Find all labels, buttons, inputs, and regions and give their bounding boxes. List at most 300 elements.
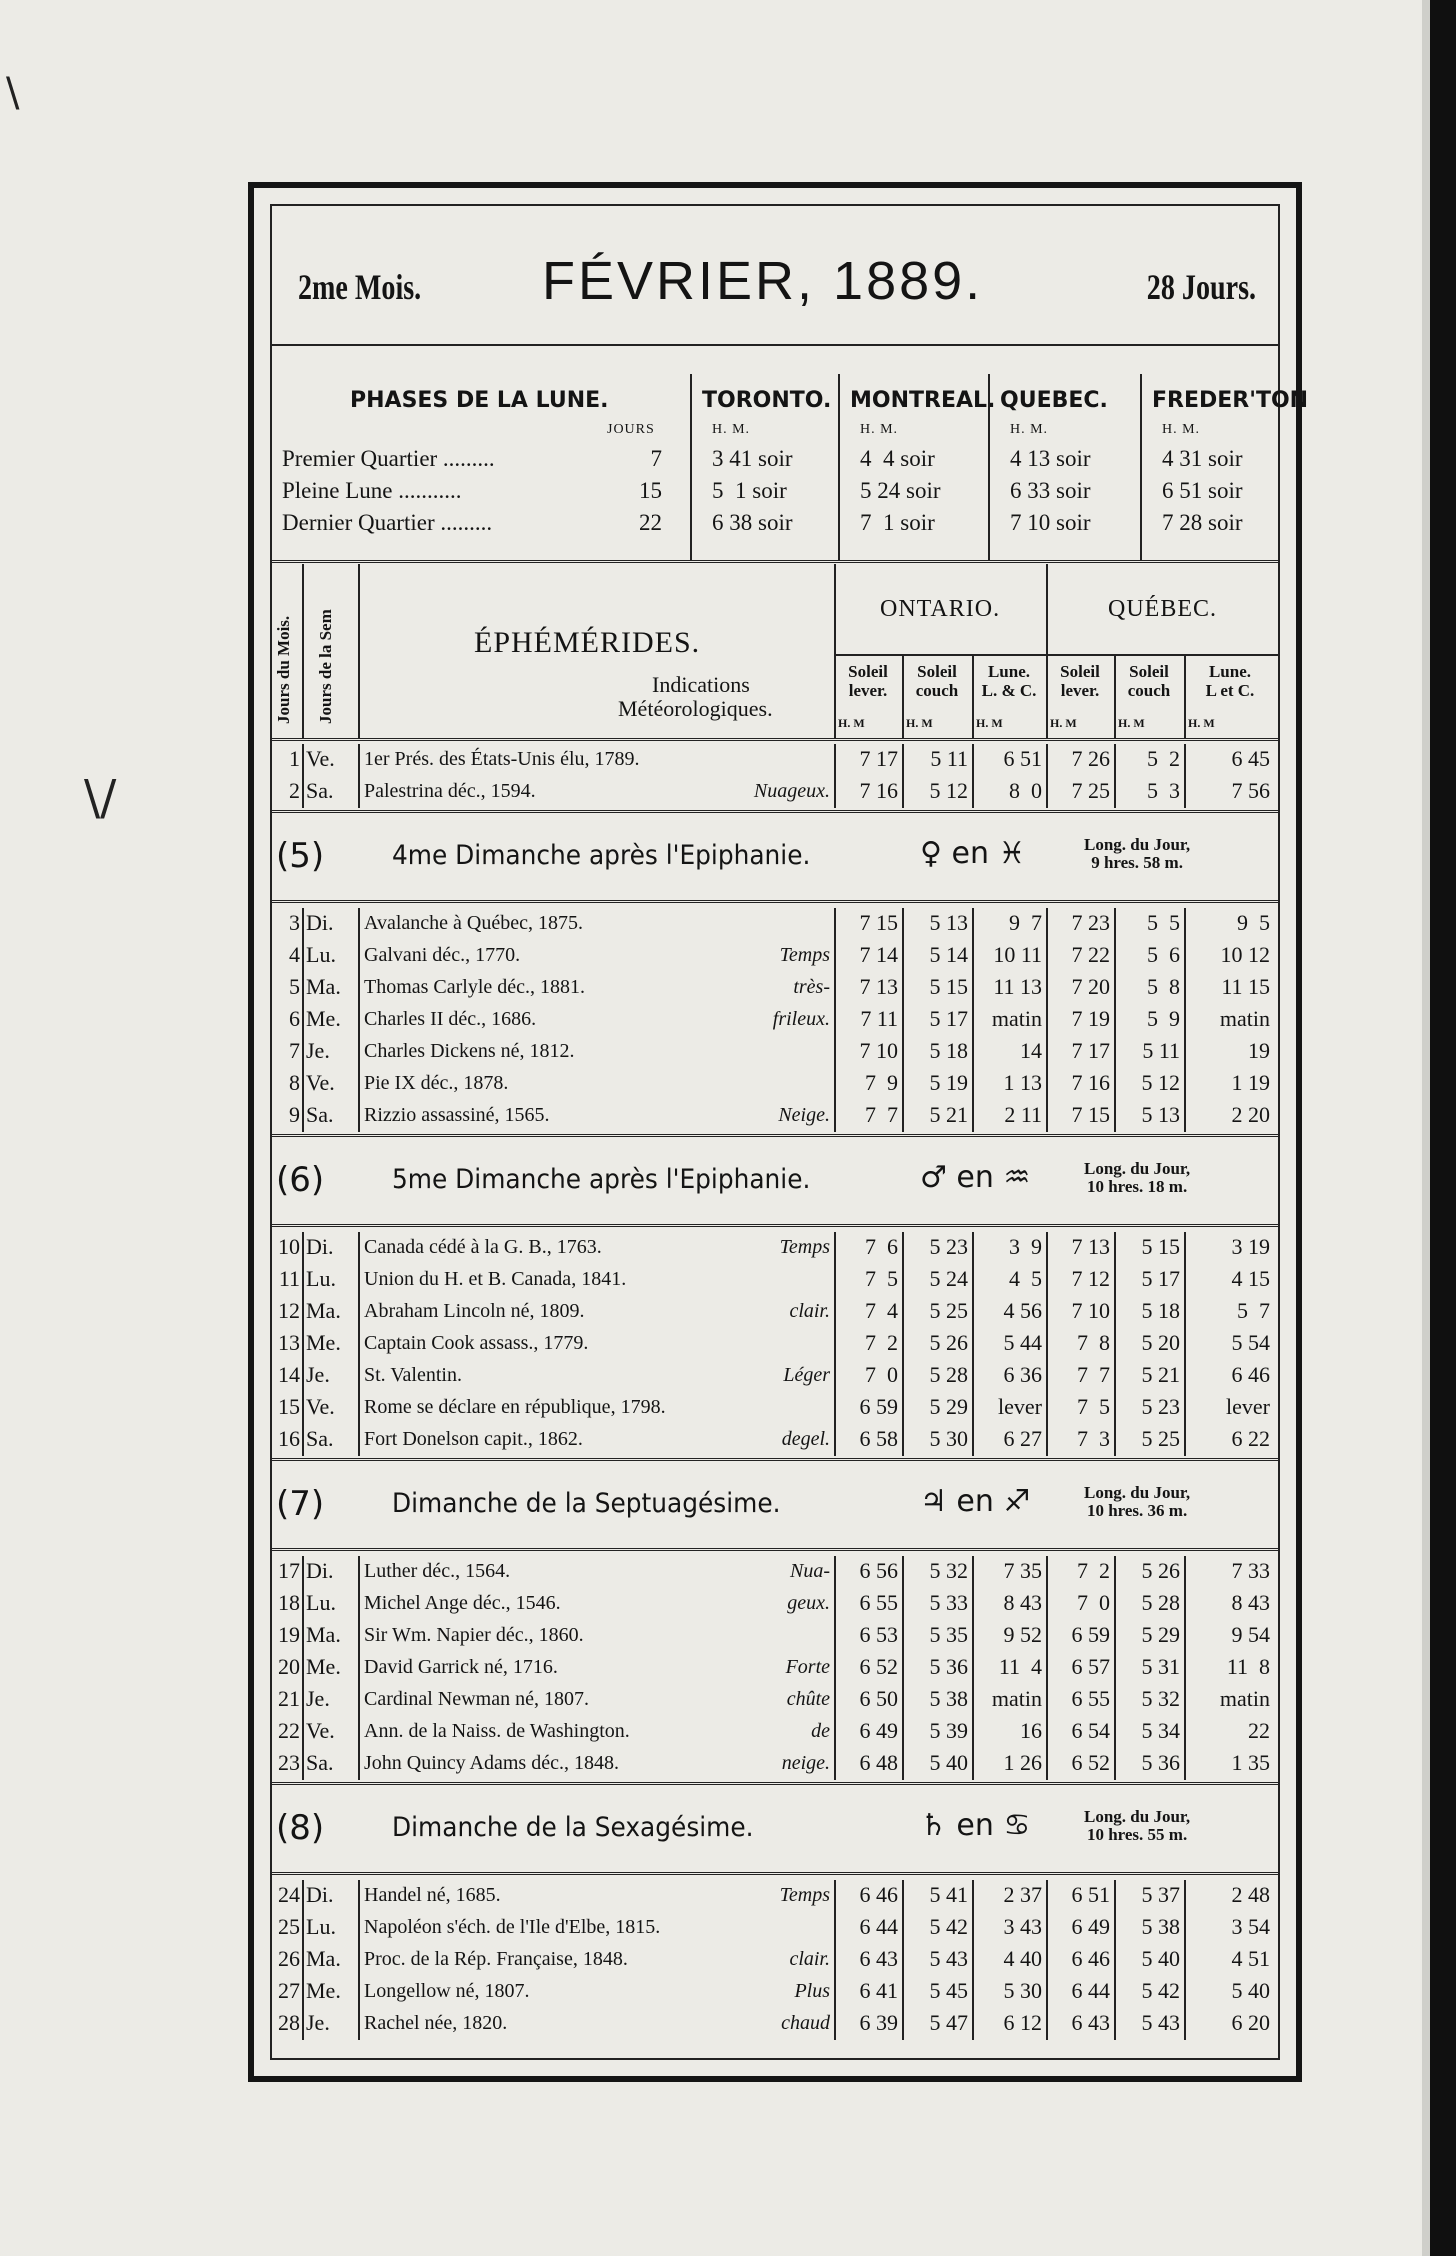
column-divider xyxy=(358,744,360,808)
ephemeris: Galvani déc., 1770. xyxy=(364,944,521,966)
sub-column-heading: Soleil lever. xyxy=(848,662,888,700)
time-cell: 8 43 xyxy=(1003,1590,1042,1615)
time-cell: 6 46 xyxy=(1231,1362,1270,1387)
ephemerides-heading: ÉPHÉMÉRIDES. xyxy=(474,626,701,659)
day-of-week: Sa. xyxy=(306,1426,334,1451)
ephemeris: Palestrina déc., 1594. xyxy=(364,780,536,802)
table-row xyxy=(272,1360,1278,1392)
meteo-label: Météorologiques. xyxy=(618,696,773,721)
ephemeris: Longellow né, 1807. xyxy=(364,1980,530,2002)
time-cell: 9 7 xyxy=(1009,910,1042,935)
time-cell: 7 14 xyxy=(859,942,898,967)
time-cell: 5 41 xyxy=(929,1882,968,1907)
quebec-heading: QUÉBEC. xyxy=(1108,596,1217,622)
time-cell: 6 49 xyxy=(1071,1914,1110,1939)
time-cell: 5 42 xyxy=(929,1914,968,1939)
time-cell: 5 44 xyxy=(1003,1330,1042,1355)
ephemeris: Handel né, 1685. xyxy=(364,1884,501,1906)
planet-sign: ♀ en ♓ xyxy=(920,836,1026,871)
phases-heading: PHASES DE LA LUNE. xyxy=(350,388,609,413)
time-cell: 5 24 xyxy=(929,1266,968,1291)
day-of-month: 7 xyxy=(289,1038,300,1063)
day-of-week: Sa. xyxy=(306,778,334,803)
table-row xyxy=(272,1068,1278,1100)
ephemeris: John Quincy Adams déc., 1848. xyxy=(364,1752,619,1774)
day-of-week: Je. xyxy=(306,1362,330,1387)
ephemeris: Rome se déclare en république, 1798. xyxy=(364,1396,666,1418)
day-of-month: 5 xyxy=(289,974,300,999)
ephemeris: Thomas Carlyle déc., 1881. xyxy=(364,976,586,998)
phase-time: 6 51 soir xyxy=(1162,478,1243,503)
time-cell: 7 3 xyxy=(1077,1426,1110,1451)
table-row xyxy=(272,1232,1278,1264)
divider xyxy=(834,654,1278,656)
planet-sign: ♄ en ♋ xyxy=(920,1808,1031,1843)
time-cell: 5 9 xyxy=(1147,1006,1180,1031)
column-divider xyxy=(834,908,836,1132)
weather: Nua- xyxy=(790,1560,830,1582)
table-row xyxy=(272,1036,1278,1068)
week-band xyxy=(272,1462,1278,1552)
time-cell: 5 13 xyxy=(929,910,968,935)
jours-label: JOURS xyxy=(607,422,655,437)
time-cell: 7 20 xyxy=(1071,974,1110,999)
column-divider xyxy=(972,744,974,808)
time-cell: 5 21 xyxy=(929,1102,968,1127)
column-divider xyxy=(358,908,360,1132)
weather: très- xyxy=(793,976,830,998)
divider xyxy=(272,1872,1278,1878)
divider xyxy=(272,1134,1278,1140)
time-cell: 7 12 xyxy=(1071,1266,1110,1291)
day-of-week: Je. xyxy=(306,1038,330,1063)
divider xyxy=(272,1458,1278,1464)
time-cell: 5 12 xyxy=(1141,1070,1180,1095)
weather: Temps xyxy=(779,1236,830,1258)
time-cell: 5 43 xyxy=(929,1946,968,1971)
table-row xyxy=(272,1716,1278,1748)
time-cell: 5 26 xyxy=(929,1330,968,1355)
column-divider xyxy=(834,1880,836,2040)
time-cell: 16 xyxy=(1020,1718,1042,1743)
time-cell: 5 7 xyxy=(1237,1298,1270,1323)
column-divider xyxy=(1184,908,1186,1132)
day-of-month: 20 xyxy=(278,1654,300,1679)
time-cell: 5 28 xyxy=(1141,1590,1180,1615)
time-cell: 7 5 xyxy=(865,1266,898,1291)
table-row xyxy=(272,1328,1278,1360)
phase-time: 3 41 soir xyxy=(712,446,793,471)
week-band xyxy=(272,814,1278,904)
time-cell: 7 56 xyxy=(1231,778,1270,803)
divider xyxy=(272,1548,1278,1554)
ephemeris: Cardinal Newman né, 1807. xyxy=(364,1688,589,1710)
day-of-week: Lu. xyxy=(306,1914,336,1939)
time-cell: 6 54 xyxy=(1071,1718,1110,1743)
ephemeris: Ann. de la Naiss. de Washington. xyxy=(364,1720,630,1742)
time-cell: 7 2 xyxy=(865,1330,898,1355)
col-jours-sem: Jours de la Sem xyxy=(316,609,335,724)
column-divider xyxy=(302,744,304,808)
time-cell: 5 30 xyxy=(1003,1978,1042,2003)
table-row xyxy=(272,1296,1278,1328)
table-row xyxy=(272,1912,1278,1944)
phase-day: 22 xyxy=(639,510,662,535)
day-of-month: 17 xyxy=(278,1558,300,1583)
day-length-label: Long. du Jour, xyxy=(1084,1807,1191,1826)
margin-mark: \ xyxy=(6,70,20,116)
table-row xyxy=(272,1944,1278,1976)
page-title: FÉVRIER, 1889. xyxy=(542,251,984,311)
weather: clair. xyxy=(789,1948,830,1970)
time-cell: 6 51 xyxy=(1071,1882,1110,1907)
time-cell: 7 2 xyxy=(1077,1558,1110,1583)
time-cell: lever xyxy=(998,1394,1042,1419)
time-cell: 7 15 xyxy=(859,910,898,935)
day-of-week: Di. xyxy=(306,1234,334,1259)
phase-day: 7 xyxy=(650,446,662,471)
column-divider xyxy=(1114,908,1116,1132)
time-cell: 6 53 xyxy=(859,1622,898,1647)
time-cell: 5 29 xyxy=(929,1394,968,1419)
divider xyxy=(272,810,1278,816)
time-cell: 7 13 xyxy=(1071,1234,1110,1259)
day-of-month: 11 xyxy=(278,1266,300,1291)
day-length-value: 10 hres. 55 m. xyxy=(1086,1825,1188,1844)
time-cell: 5 20 xyxy=(1141,1330,1180,1355)
ephemeris: Union du H. et B. Canada, 1841. xyxy=(364,1268,627,1290)
weather: degel. xyxy=(781,1428,830,1450)
time-cell: 5 15 xyxy=(1141,1234,1180,1259)
time-cell: 7 0 xyxy=(1077,1590,1110,1615)
column-divider xyxy=(972,1880,974,2040)
table-row xyxy=(272,2008,1278,2040)
day-length xyxy=(1084,1484,1190,1520)
indications-label: Indications xyxy=(652,672,750,697)
ephemeris: Napoléon s'éch. de l'Ile d'Elbe, 1815. xyxy=(364,1916,661,1938)
time-cell: 2 11 xyxy=(1004,1102,1042,1127)
time-cell: 2 20 xyxy=(1231,1102,1270,1127)
time-cell: 6 22 xyxy=(1231,1426,1270,1451)
column-divider xyxy=(302,564,304,738)
time-cell: 7 19 xyxy=(1071,1006,1110,1031)
time-cell: 5 11 xyxy=(1142,1038,1180,1063)
sub-column-heading: Lune. L. & C. xyxy=(981,662,1037,700)
sunday-name: Dimanche de la Septuagésime. xyxy=(392,1488,781,1519)
time-cell: 6 36 xyxy=(1003,1362,1042,1387)
time-cell: 6 55 xyxy=(1071,1686,1110,1711)
sub-column-heading: Soleil couch xyxy=(915,662,959,700)
day-of-week: Ma. xyxy=(306,1946,341,1971)
city-heading: TORONTO. xyxy=(702,388,832,413)
day-of-month: 10 xyxy=(278,1234,300,1259)
ephemeris: Charles II déc., 1686. xyxy=(364,1008,537,1030)
time-cell: 7 22 xyxy=(1071,942,1110,967)
phase-time: 4 31 soir xyxy=(1162,446,1243,471)
time-cell: 5 30 xyxy=(929,1426,968,1451)
time-cell: 11 13 xyxy=(993,974,1042,999)
page-shadow xyxy=(1422,0,1430,2256)
time-cell: 6 45 xyxy=(1231,746,1270,771)
planet-sign: ♂ en ♒ xyxy=(920,1160,1031,1195)
table-row xyxy=(272,744,1278,776)
time-cell: 7 0 xyxy=(865,1362,898,1387)
time-cell: matin xyxy=(991,1006,1042,1031)
time-cell: 5 25 xyxy=(929,1298,968,1323)
time-cell: 7 4 xyxy=(865,1298,898,1323)
time-cell: 11 4 xyxy=(998,1654,1042,1679)
time-cell: 7 10 xyxy=(1071,1298,1110,1323)
time-cell: 6 48 xyxy=(859,1750,898,1775)
days-count: 28 Jours. xyxy=(1146,267,1256,307)
column-divider xyxy=(834,744,836,808)
time-cell: 5 15 xyxy=(929,974,968,999)
time-cell: 5 25 xyxy=(1141,1426,1180,1451)
day-of-month: 12 xyxy=(278,1298,300,1323)
table-row xyxy=(272,1392,1278,1424)
column-divider xyxy=(302,908,304,1132)
day-of-week: Me. xyxy=(306,1330,341,1355)
time-cell: 7 26 xyxy=(1071,746,1110,771)
time-cell: 5 42 xyxy=(1141,1978,1180,2003)
time-cell: 5 6 xyxy=(1147,942,1180,967)
time-cell: matin xyxy=(991,1686,1042,1711)
time-cell: 7 8 xyxy=(1077,1330,1110,1355)
time-cell: 6 44 xyxy=(859,1914,898,1939)
time-cell: matin xyxy=(1219,1006,1270,1031)
time-cell: 5 18 xyxy=(929,1038,968,1063)
week-number: (6) xyxy=(276,1160,325,1200)
time-cell: 5 40 xyxy=(1231,1978,1270,2003)
ephemeris: Michel Ange déc., 1546. xyxy=(364,1592,561,1614)
day-of-week: Ve. xyxy=(306,1070,335,1095)
hm-label: H. M. xyxy=(860,422,899,437)
table-row xyxy=(272,1556,1278,1588)
time-cell: 5 40 xyxy=(929,1750,968,1775)
table-row xyxy=(272,776,1278,808)
time-cell: 6 46 xyxy=(1071,1946,1110,1971)
time-cell: 7 10 xyxy=(859,1038,898,1063)
city-heading: FREDER'TON xyxy=(1152,388,1309,413)
time-cell: 5 17 xyxy=(929,1006,968,1031)
day-of-week: Me. xyxy=(306,1654,341,1679)
day-of-week: Sa. xyxy=(306,1750,334,1775)
time-cell: 2 48 xyxy=(1231,1882,1270,1907)
day-of-month: 28 xyxy=(278,2010,300,2035)
time-cell: 6 52 xyxy=(859,1654,898,1679)
weather: frileux. xyxy=(772,1008,830,1030)
week-band xyxy=(272,1138,1278,1228)
calendar-inner xyxy=(270,204,1309,2060)
table-row xyxy=(272,940,1278,972)
day-of-week: Sa. xyxy=(306,1102,334,1127)
column-divider xyxy=(358,1556,360,1780)
time-cell: 5 12 xyxy=(929,778,968,803)
time-cell: 6 20 xyxy=(1231,2010,1270,2035)
time-cell: 5 11 xyxy=(930,746,968,771)
day-of-week: Di. xyxy=(306,1882,334,1907)
time-cell: 7 9 xyxy=(865,1070,898,1095)
day-of-month: 14 xyxy=(278,1362,300,1387)
time-cell: 6 59 xyxy=(1071,1622,1110,1647)
column-divider xyxy=(972,908,974,1132)
weather: de xyxy=(811,1720,830,1742)
page-edge xyxy=(1430,0,1456,2256)
time-cell: 6 51 xyxy=(1003,746,1042,771)
time-cell: 5 21 xyxy=(1141,1362,1180,1387)
time-cell: 5 38 xyxy=(1141,1914,1180,1939)
time-cell: 6 57 xyxy=(1071,1654,1110,1679)
time-cell: 7 5 xyxy=(1077,1394,1110,1419)
time-cell: 5 43 xyxy=(1141,2010,1180,2035)
table-row xyxy=(272,1976,1278,2008)
time-cell: 9 54 xyxy=(1231,1622,1270,1647)
column-divider xyxy=(902,744,904,808)
time-cell: 9 5 xyxy=(1237,910,1270,935)
time-cell: 4 56 xyxy=(1003,1298,1042,1323)
day-of-month: 23 xyxy=(278,1750,300,1775)
time-cell: 3 9 xyxy=(1009,1234,1042,1259)
column-divider xyxy=(972,1232,974,1456)
time-cell: 5 36 xyxy=(1141,1750,1180,1775)
time-cell: 5 5 xyxy=(1147,910,1180,935)
week-number: (5) xyxy=(276,836,325,876)
day-length-value: 10 hres. 36 m. xyxy=(1086,1501,1188,1520)
column-divider xyxy=(902,1880,904,2040)
day-of-month: 24 xyxy=(278,1882,300,1907)
day-length-label: Long. du Jour, xyxy=(1084,1159,1191,1178)
time-cell: 6 39 xyxy=(859,2010,898,2035)
time-cell: 5 32 xyxy=(1141,1686,1180,1711)
day-of-month: 16 xyxy=(278,1426,300,1451)
column-divider xyxy=(902,1556,904,1780)
time-cell: 7 7 xyxy=(865,1102,898,1127)
time-cell: 1 26 xyxy=(1003,1750,1042,1775)
phase-day: 15 xyxy=(639,478,662,503)
day-length-value: 9 hres. 58 m. xyxy=(1091,853,1183,872)
time-cell: 6 52 xyxy=(1071,1750,1110,1775)
time-cell: 5 37 xyxy=(1141,1882,1180,1907)
weather: Neige. xyxy=(778,1104,830,1126)
time-cell: 4 51 xyxy=(1231,1946,1270,1971)
phase-time: 4 4 soir xyxy=(860,446,935,471)
time-cell: 7 11 xyxy=(860,1006,898,1031)
time-cell: 5 8 xyxy=(1147,974,1180,999)
week-number: (8) xyxy=(276,1808,325,1848)
table-row xyxy=(272,1264,1278,1296)
day-of-month: 13 xyxy=(278,1330,300,1355)
time-cell: 5 34 xyxy=(1141,1718,1180,1743)
hm-label: H. M. xyxy=(712,422,751,437)
column-divider xyxy=(302,1232,304,1456)
phase-time: 6 33 soir xyxy=(1010,478,1091,503)
time-cell: 5 38 xyxy=(929,1686,968,1711)
column-divider xyxy=(358,1232,360,1456)
day-of-month: 25 xyxy=(278,1914,300,1939)
day-of-month: 2 xyxy=(289,778,300,803)
day-of-week: Ma. xyxy=(306,1298,341,1323)
time-cell: 7 17 xyxy=(859,746,898,771)
day-of-week: Lu. xyxy=(306,1266,336,1291)
ephemeris: St. Valentin. xyxy=(364,1364,462,1386)
phase-time: 5 24 soir xyxy=(860,478,941,503)
day-of-week: Ma. xyxy=(306,1622,341,1647)
time-cell: 6 55 xyxy=(859,1590,898,1615)
column-divider xyxy=(1184,1232,1186,1456)
time-cell: 5 17 xyxy=(1141,1266,1180,1291)
column-divider xyxy=(1046,1880,1048,2040)
day-of-month: 9 xyxy=(289,1102,300,1127)
time-cell: 4 15 xyxy=(1231,1266,1270,1291)
ephemeris: Canada cédé à la G. B., 1763. xyxy=(364,1236,602,1258)
column-divider xyxy=(902,1232,904,1456)
column-divider xyxy=(1046,744,1048,808)
day-of-month: 6 xyxy=(289,1006,300,1031)
time-cell: 5 13 xyxy=(1141,1102,1180,1127)
time-cell: 1 35 xyxy=(1231,1750,1270,1775)
time-cell: 5 2 xyxy=(1147,746,1180,771)
time-cell: 5 31 xyxy=(1141,1654,1180,1679)
divider xyxy=(272,344,1278,346)
sunday-name: 5me Dimanche après l'Epiphanie. xyxy=(392,1164,811,1195)
day-of-month: 18 xyxy=(278,1590,300,1615)
calendar-frame xyxy=(248,182,1309,2082)
time-cell: 6 56 xyxy=(859,1558,898,1583)
time-cell: 5 33 xyxy=(929,1590,968,1615)
hm-label: H. M xyxy=(1188,716,1215,730)
time-cell: 7 7 xyxy=(1077,1362,1110,1387)
time-cell: 1 13 xyxy=(1003,1070,1042,1095)
time-cell: 3 19 xyxy=(1231,1234,1270,1259)
time-cell: 6 12 xyxy=(1003,2010,1042,2035)
time-cell: 14 xyxy=(1020,1038,1042,1063)
sub-column-heading: Soleil couch xyxy=(1127,662,1171,700)
time-cell: 8 0 xyxy=(1009,778,1042,803)
day-of-week: Lu. xyxy=(306,942,336,967)
ephemeris: David Garrick né, 1716. xyxy=(364,1656,558,1678)
time-cell: 7 25 xyxy=(1071,778,1110,803)
day-of-week: Ve. xyxy=(306,1394,335,1419)
column-divider xyxy=(972,1556,974,1780)
city-heading: QUEBEC. xyxy=(1000,388,1108,413)
phase-name: Dernier Quartier ......... xyxy=(282,510,493,535)
day-of-month: 27 xyxy=(278,1978,300,2003)
day-of-week: Me. xyxy=(306,1978,341,2003)
time-cell: 11 8 xyxy=(1226,1654,1270,1679)
column-divider xyxy=(1046,1556,1048,1780)
weather: neige. xyxy=(781,1752,830,1774)
weather: Plus xyxy=(794,1980,830,2002)
time-cell: 5 39 xyxy=(929,1718,968,1743)
phase-time: 5 1 soir xyxy=(712,478,787,503)
day-of-week: Di. xyxy=(306,1558,334,1583)
time-cell: 19 xyxy=(1248,1038,1270,1063)
table-row xyxy=(272,908,1278,940)
time-cell: 5 47 xyxy=(929,2010,968,2035)
time-cell: 6 43 xyxy=(859,1946,898,1971)
time-cell: lever xyxy=(1226,1394,1270,1419)
time-cell: matin xyxy=(1219,1686,1270,1711)
phase-time: 4 13 soir xyxy=(1010,446,1091,471)
time-cell: 6 46 xyxy=(859,1882,898,1907)
time-cell: 5 23 xyxy=(929,1234,968,1259)
column-divider xyxy=(988,374,990,560)
column-divider xyxy=(302,1880,304,2040)
table-row xyxy=(272,1004,1278,1036)
column-divider xyxy=(1114,1880,1116,2040)
month-number: 2me Mois. xyxy=(298,267,422,307)
column-divider xyxy=(358,564,360,738)
